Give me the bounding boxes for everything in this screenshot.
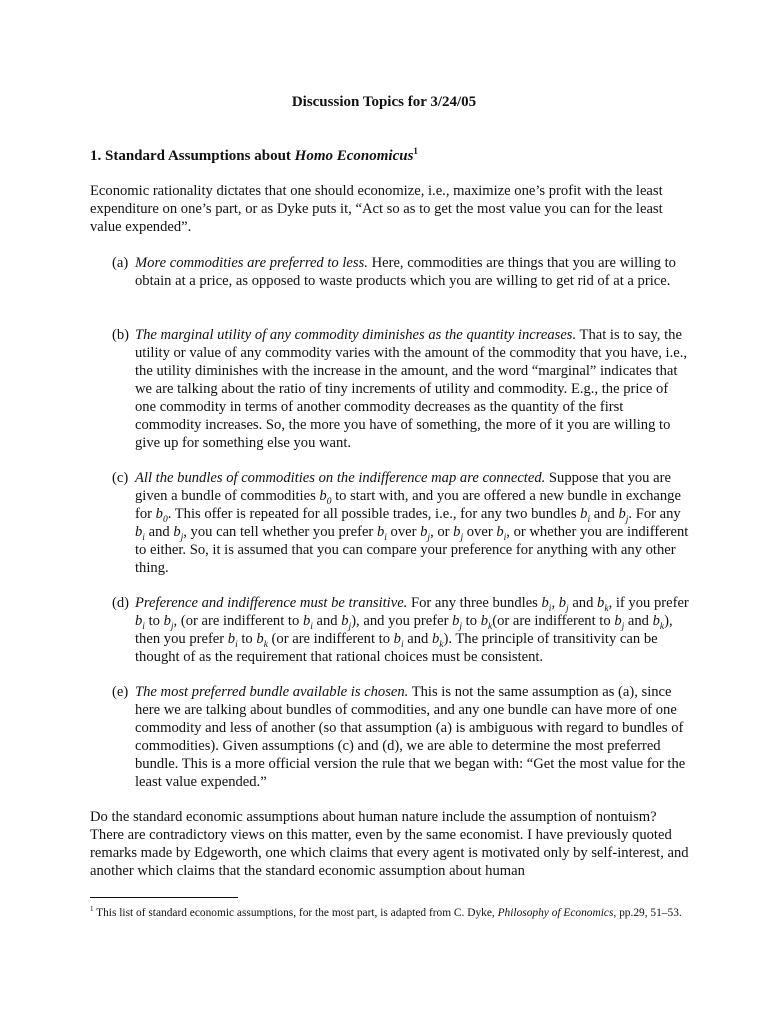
section-heading-italic: Homo Economicus [294,148,414,164]
assumption-c-italic: All the bundles of commodities on the indifference map are connected. [135,470,546,486]
footnote-divider [90,897,238,898]
assumption-a-italic: More commodities are preferred to less. [135,255,368,271]
assumption-d [112,594,692,666]
assumption-e-italic: The most preferred bundle available is chosen. [135,684,409,700]
assumption-d-italic: Preference and indifference must be transitive. [135,595,408,611]
footnote: $^1$ This list of standard economic assumptions, for the most part, is adapted from C. Dyke, Philosophy of Economics, pp.29, 51–53. [90,905,682,919]
closing-paragraph: Do the standard economic assumptions about human nature include the assumption of nontuism? There are contradictory views on this matter, even by the same economist. I have previously quoted remarks made by Edgeworth, one which claims that every agent is motivated only by self-interest, and another which claims that the standard economic assumption about human [90,809,689,879]
footnote-reference: 1 [413,146,418,156]
assumption-e-label: (e) [112,684,129,700]
assumption-d-label: (d) [112,595,130,611]
assumption-b-label: (b) [112,327,130,343]
assumption-c-text: All the bundles of commodities on the indifference map are connected. Suppose that you are given a bundle of commodities $b_0$ to start with, and you are offered a new bundle in exchange for $b_0$. This offer is repeated for all possible trades, i.e., for any two bundles $b_i$ and $b_j$. For any $b_i$ and $b_j$, you can tell whether you prefer $b_i$ over $b_j$, or $b_j$ over $b_i$, or whether you are indifferent to either. So, it is assumed that you can compare your preference for anything with any other thing. [135,470,689,576]
assumption-b-text: The marginal utility of any commodity diminishes as the quantity increases. That is to say, the utility or value of any commodity varies with the amount of the commodity that you have, i.e., the utility diminishes with the increase in the amount, and the word “marginal” indicates that we are talking about the ratio of tiny increments of utility and commodity. E.g., the price of one commodity in terms of another commodity decreases as the quantity of the first commodity increases. So, the more you have of something, the more of it you are willing to give up for something else you want. [135,327,688,451]
footnote-book-title: Philosophy of Economics [497,906,614,919]
page-title: Discussion Topics for 3/24/05 [291,94,477,110]
intro-paragraph: Economic rationality dictates that one should economize, i.e., maximize one’s profit with the least expenditure on one’s part, or as Dyke puts it, “Act so as to get the most value you can for the least value expended”. [90,183,663,235]
assumption-b-italic: The marginal utility of any commodity diminishes as the quantity increases. [135,327,577,343]
assumption-c [112,469,692,577]
assumption-e [112,683,692,791]
assumption-a-label: (a) [112,255,129,271]
section-heading [90,146,418,165]
assumption-b [112,326,692,452]
assumption-a [112,254,692,290]
assumption-a-text: More commodities are preferred to less. Here, commodities are things that you are willing to obtain at a price, as opposed to waste products which you are willing to get rid of at a price. [135,255,676,289]
assumption-d-text: Preference and indifference must be transitive. For any three bundles $b_i$, $b_j$ and $b_k$, if you prefer $b_i$ to $b_j$, (or are indifferent to $b_i$ and $b_j$), and you prefer $b_j$ to $b_k(or$ are indifferent to $b_j$ and $b_k$), then you prefer $b_i$ to $b_k$ (or are indifferent to $b_i$ and $b_k$). The principle of transitivity can be thought of as the requirement that rational choices must be consistent. [135,595,689,665]
assumption-c-label: (c) [112,470,129,486]
footnote-mark: 1 [90,905,94,913]
assumption-e-text: The most preferred bundle available is chosen. This is not the same assumption as (a), since here we are talking about bundles of commodities, and any one bundle can have more of one commodity and less of another (so that assumption (a) is ambiguous with regard to bundles of commodities). Given assumptions (c) and (d), we are able to determine the most preferred bundle. This is a more official version the rule that we began with: “Get the most value for the least value expended.” [135,684,686,790]
section-heading-text: 1. Standard Assumptions about [90,148,295,164]
